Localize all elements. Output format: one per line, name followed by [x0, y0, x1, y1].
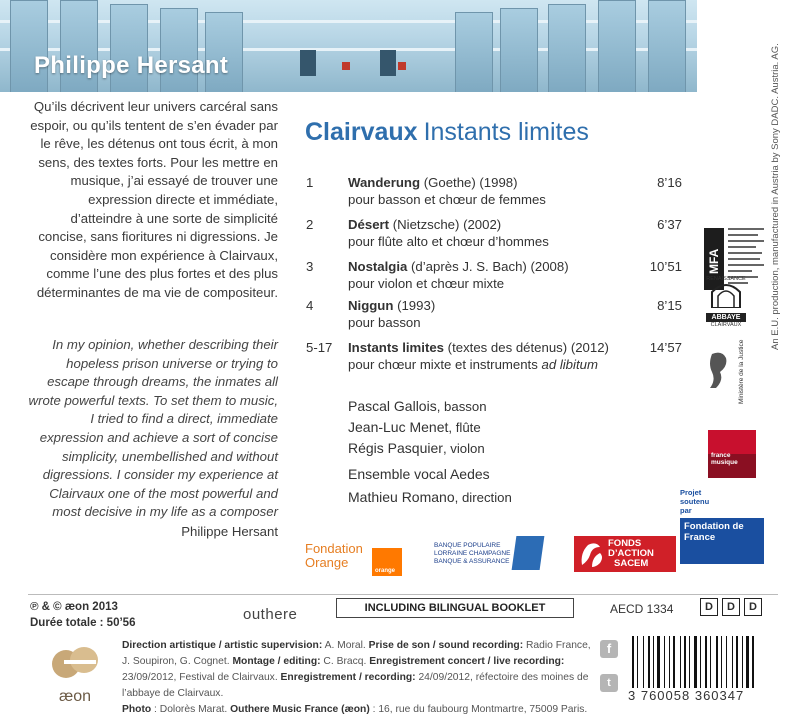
performer-name: Régis Pasquier	[348, 440, 443, 456]
aeon-brand: æon	[58, 688, 92, 705]
photo-red-light	[342, 62, 350, 70]
track-name: Wanderung	[348, 175, 421, 190]
aeon-symbol-icon	[44, 640, 106, 684]
performer-role: , violon	[442, 441, 485, 456]
outhere-logo: outhere	[243, 606, 298, 623]
ddd-code: D	[744, 598, 762, 616]
fondation-de-france-text: Fondation de France	[680, 518, 764, 564]
track-number: 2	[306, 217, 314, 232]
track-desc: pour basson et chœur de femmes	[348, 192, 546, 207]
performer-name: Mathieu Romano	[348, 489, 455, 505]
track-name: Instants limites	[348, 340, 445, 355]
fondation-orange-logo	[305, 542, 363, 570]
track-detail: (Nietzsche) (2002)	[389, 217, 502, 232]
credit-text: Radio France, J. Soupiron, G. Cognet.	[122, 640, 591, 667]
twitter-icon[interactable]: t	[600, 674, 618, 692]
credit-text: C. Bracq.	[320, 656, 370, 667]
fonds-action-sacem-logo	[574, 536, 676, 572]
mfa-text: MFA	[707, 248, 721, 274]
performer	[348, 466, 490, 482]
track-row	[306, 339, 682, 375]
barcode-bar	[664, 636, 665, 688]
performer	[348, 440, 485, 456]
notes-signature: Philippe Hersant	[181, 524, 278, 539]
banque-populaire-logo	[434, 542, 510, 566]
credit-label: Enregistrement / recording:	[280, 672, 416, 683]
performer-role: , direction	[454, 490, 512, 505]
photo-door	[380, 50, 396, 76]
barcode-bar	[721, 636, 722, 688]
bp-line3: BANQUE & ASSURANCE	[434, 558, 510, 565]
track-detail: (Goethe) (1998)	[420, 175, 518, 190]
track-time: 8’16	[657, 175, 682, 190]
barcode-bar	[632, 636, 634, 688]
track-number: 5-17	[306, 340, 333, 355]
barcode-number: 3 760058 360347	[628, 688, 745, 703]
abbaye-main-text: ABBAYE	[706, 313, 746, 322]
performer-name: Jean-Luc Menet	[348, 419, 449, 435]
performer-role: , flûte	[448, 420, 481, 435]
track-desc: pour flûte alto et chœur d’hommes	[348, 234, 549, 249]
abbaye-top-text: RENAISSANCE	[706, 276, 746, 282]
performer	[348, 419, 481, 435]
track-desc: pour basson	[348, 315, 421, 330]
orange-tag: orange	[375, 568, 396, 574]
track-desc: pour violon et chœur mixte	[348, 276, 505, 291]
facebook-icon[interactable]: f	[600, 640, 618, 658]
fondation-de-france-logo	[680, 488, 764, 564]
fondation-orange-line1: Fondation	[305, 541, 363, 556]
total-duration: Durée totale : 50’56	[30, 617, 136, 629]
barcode-bar	[669, 636, 670, 688]
photo-cell	[500, 8, 538, 92]
aeon-logo	[44, 640, 106, 705]
credit-text: 23/09/2012, Festival de Clairvaux.	[122, 672, 281, 683]
banque-populaire-icon	[512, 536, 545, 570]
ddd-code: D	[700, 598, 718, 616]
track-desc: pour chœur mixte et instruments	[348, 357, 542, 372]
photo-cell	[648, 0, 686, 92]
credit-text: 24/09/2012, réfectoire des moines de l’abbaye de Clairvaux.	[122, 672, 589, 699]
catalog-number: AECD 1334	[610, 602, 674, 616]
barcode-bar	[637, 636, 638, 688]
orange-square-logo	[372, 548, 402, 576]
track-detail: (1993)	[393, 298, 436, 313]
barcode-bar	[657, 636, 660, 688]
performer	[348, 489, 512, 505]
bp-line1: BANQUE POPULAIRE	[434, 542, 501, 549]
track-row	[306, 216, 682, 252]
performer-name: Ensemble vocal Aedes	[348, 466, 490, 482]
photo-red-light	[398, 62, 406, 70]
production-notice: An E.U. production, manufactured in Austria by Sony DADC. Austria. AG.	[770, 43, 781, 350]
abbaye-arch-icon	[706, 282, 746, 308]
barcode-bar	[705, 636, 707, 688]
track-number: 4	[306, 298, 314, 313]
performer-role: , basson	[436, 399, 487, 414]
ddd-code: D	[722, 598, 740, 616]
credit-label: Enregistrement concert / live recording:	[369, 656, 565, 667]
copyright: ℗ & © æon 2013	[30, 601, 118, 613]
track-detail: (d’après J. S. Bach) (2008)	[407, 259, 569, 274]
barcode-bar	[752, 636, 754, 688]
photo-cell	[598, 0, 636, 92]
credit-text: : Dolorès Marat.	[151, 704, 231, 715]
barcode-bar	[689, 636, 690, 688]
track-row	[306, 297, 682, 333]
barcode-bar	[732, 636, 733, 688]
track-time: 10’51	[649, 259, 682, 274]
photo-rail	[0, 48, 697, 51]
barcode-bar	[694, 636, 697, 688]
barcode-bar	[680, 636, 681, 688]
album-title	[305, 118, 589, 147]
track-name: Nostalgia	[348, 259, 408, 274]
barcode-bar	[643, 636, 644, 688]
track-name: Désert	[348, 217, 390, 232]
credit-text: : 16, rue du faubourg Montmartre, 75009 Paris.	[369, 704, 588, 715]
france-musique-logo	[708, 430, 756, 478]
credits-block	[122, 638, 592, 718]
credit-label: Photo	[122, 704, 152, 715]
fondation-orange-line2: Orange	[305, 555, 349, 570]
footer-divider	[28, 594, 778, 595]
marianne-icon	[708, 350, 730, 390]
notes-french: Qu’ils décrivent leur univers carcéral sans espoir, ou qu’ils tentent de s’en évader par le rêve, les détenus ont tous écrit, à mon sens, des textes forts. Pour les mettre en musique, j’ai essayé de trouver une expression directe et immédiate, d’atteindre à une sorte de simplicité concise, sans fioritures ni digressions. Je considère mon expérience à Clairvaux, comme l’une des plus fortes et des plus déterminantes de ma vie de compositeur.	[30, 99, 278, 300]
photo-cell	[455, 12, 493, 92]
abbaye-clairvaux-logo	[706, 276, 746, 328]
photo-door	[300, 50, 316, 76]
booklet-notice: INCLUDING BILINGUAL BOOKLET	[336, 598, 574, 618]
sacem-line3: SACEM	[614, 558, 649, 569]
track-time: 8’15	[657, 298, 682, 313]
track-desc-italic: ad libitum	[541, 357, 598, 372]
barcode-bar	[736, 636, 738, 688]
photo-cell	[548, 4, 586, 92]
credit-label: Direction artistique / artistic supervision:	[122, 640, 323, 651]
barcode-bar	[726, 636, 727, 688]
notes-english: In my opinion, whether describing their hopeless prison universe or trying to escape through dreams, the inmates all wrote powerful texts. To set them to music, I tried to find a direct, immediate expression and achieve a sort of concise simplicity, unembellished and without digressions. I consider my experience at Clairvaux one of the most powerful and most decisive in my life as a composer	[28, 337, 278, 520]
track-number: 3	[306, 259, 314, 274]
abbaye-sub-text: CLAIRVAUX	[710, 322, 742, 328]
credit-label: Outhere Music France (æon)	[230, 704, 370, 715]
barcode-bar	[742, 636, 743, 688]
barcode-bar	[710, 636, 711, 688]
performer	[348, 398, 487, 414]
track-time: 6’37	[657, 217, 682, 232]
photo-rail	[0, 20, 697, 23]
barcode-bar	[716, 636, 718, 688]
barcode-bar	[653, 636, 654, 688]
sacem-line2: D’ACTION	[608, 548, 654, 559]
track-row	[306, 258, 682, 294]
track-name: Niggun	[348, 298, 394, 313]
ministere-text: Ministère de la Justice	[738, 339, 745, 404]
credit-label: Montage / editing:	[232, 656, 321, 667]
track-number: 1	[306, 175, 314, 190]
track-row	[306, 174, 682, 210]
barcode-bar	[673, 636, 675, 688]
sacem-line1: FONDS	[608, 538, 642, 549]
album-title-sub: Instants limites	[423, 118, 589, 146]
track-detail: (textes des détenus) (2012)	[444, 340, 609, 355]
sacem-emblem-icon	[578, 539, 606, 569]
credit-text: A. Moral.	[322, 640, 369, 651]
france-musique-text: france musique	[711, 452, 738, 466]
barcode-bar	[648, 636, 650, 688]
barcode-bar	[684, 636, 686, 688]
barcode-bar	[746, 636, 749, 688]
composer-name: Philippe Hersant	[34, 52, 229, 79]
track-time: 14’57	[649, 340, 682, 355]
barcode-bar	[700, 636, 701, 688]
performer-name: Pascal Gallois	[348, 398, 437, 414]
projet-text: Projet soutenu par	[680, 488, 710, 515]
bp-line2: LORRAINE CHAMPAGNE	[434, 550, 511, 557]
credit-label: Prise de son / sound recording:	[368, 640, 524, 651]
barcode-icon	[630, 636, 778, 688]
album-title-main: Clairvaux	[305, 118, 418, 146]
ministere-justice-logo	[708, 339, 745, 404]
